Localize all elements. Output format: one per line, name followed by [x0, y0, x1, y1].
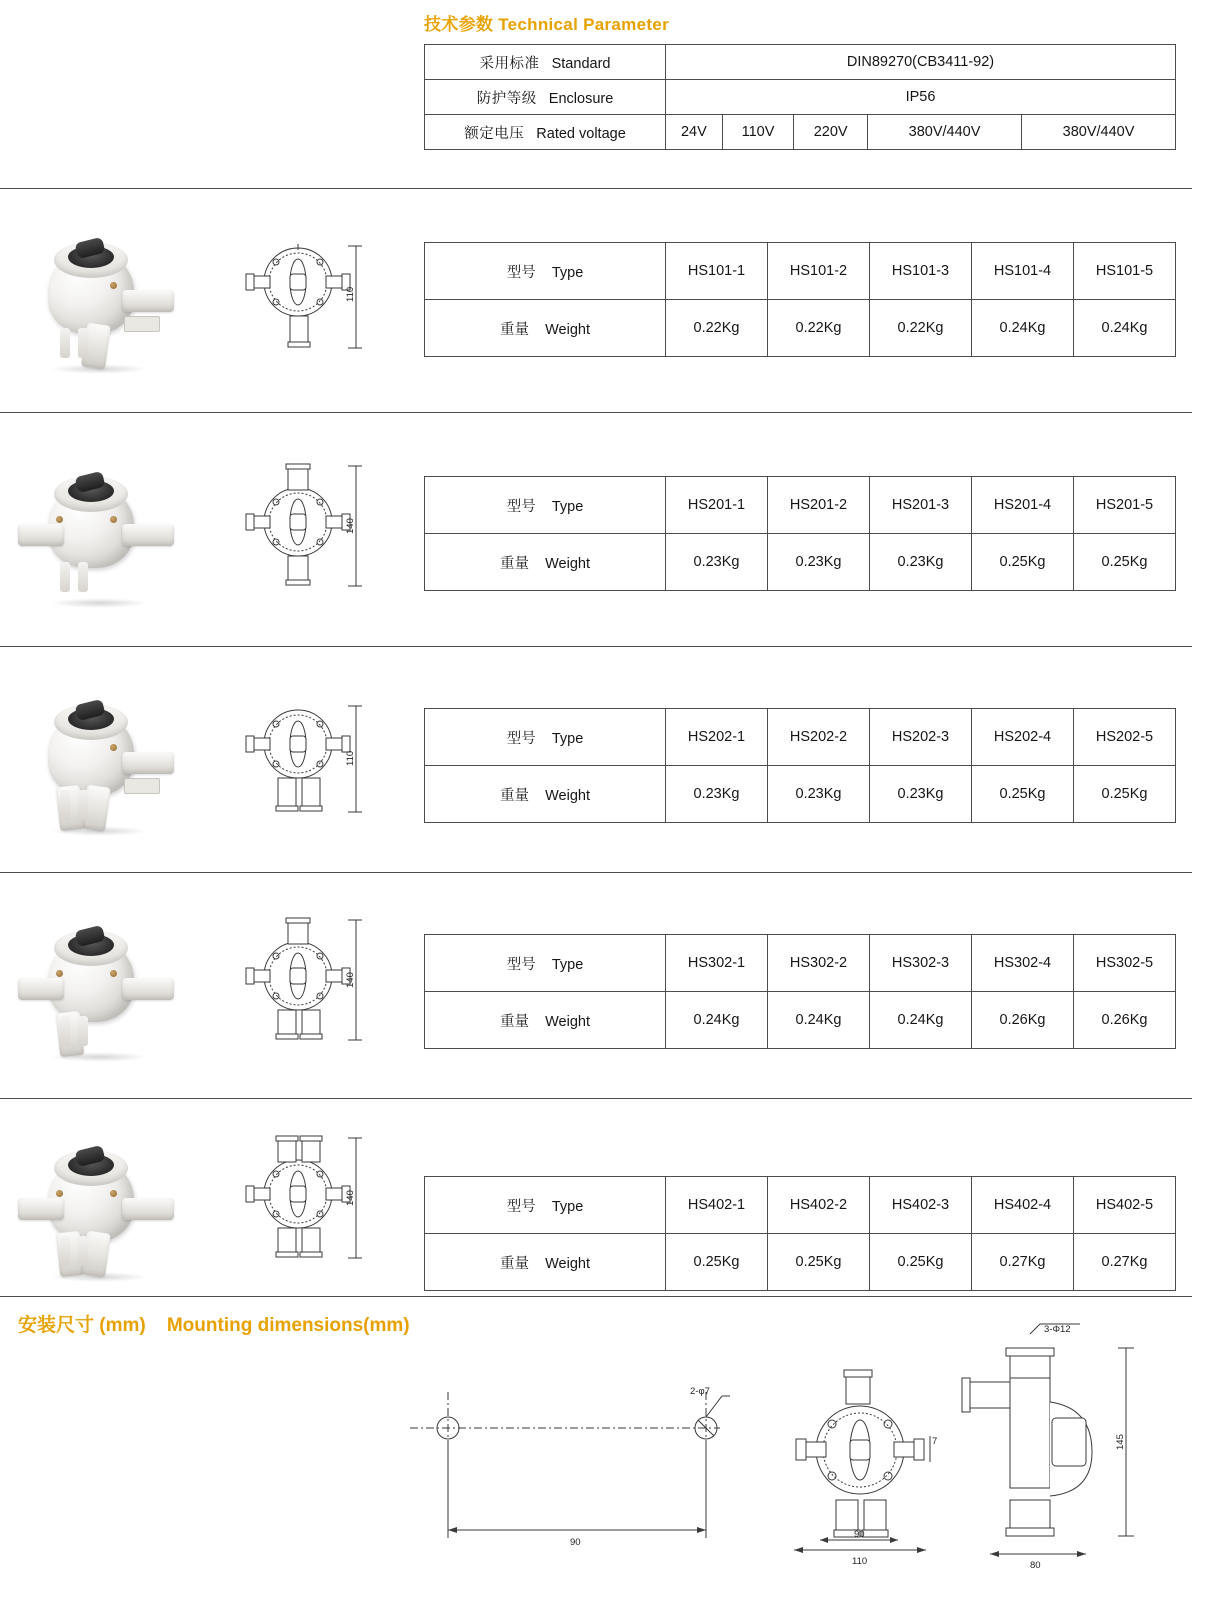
spec-label-weight-en: Weight: [545, 555, 590, 572]
product-drawing-hs201: [236, 456, 386, 596]
drawing-dim-label: 110: [345, 750, 356, 766]
spec-table-hs101: [424, 242, 1176, 357]
type-cell: HS201-1: [666, 477, 768, 534]
row-label-enclosure: [425, 80, 666, 115]
row-label-standard-cn: 采用标准: [479, 55, 540, 72]
type-cell: HS402-1: [666, 1177, 768, 1234]
spec-label-weight-en: Weight: [545, 1013, 590, 1030]
technical-parameter-title-cn: 技术参数: [424, 15, 494, 34]
product-drawing-hs302: [236, 910, 386, 1050]
section-divider: [0, 412, 1192, 413]
type-cell: HS402-4: [972, 1177, 1074, 1234]
weight-cell: 0.26Kg: [972, 992, 1074, 1049]
spec-label-type: [425, 477, 666, 534]
type-cell: HS402-2: [768, 1177, 870, 1234]
mounting-dimensions-title: [18, 1310, 410, 1337]
table-row-weight: [425, 766, 1176, 823]
weight-cell: 0.23Kg: [666, 766, 768, 823]
product-drawing-hs402: [236, 1128, 386, 1268]
side-width-dim-label: 80: [1030, 1560, 1041, 1571]
side-height-dim-label: 145: [1115, 1434, 1126, 1450]
row-label-rated-voltage-cn: 额定电压: [464, 125, 525, 142]
weight-cell: 0.26Kg: [1074, 992, 1176, 1049]
type-cell: HS201-3: [870, 477, 972, 534]
product-photo-hs302: [14, 912, 204, 1077]
span-dim-label: 90: [570, 1537, 581, 1548]
type-cell: HS202-3: [870, 709, 972, 766]
weight-cell: 0.23Kg: [768, 534, 870, 591]
type-cell: HS202-4: [972, 709, 1074, 766]
spec-label-type-cn: 型号: [506, 730, 536, 747]
voltage-cell: 380V/440V: [1022, 115, 1176, 150]
spec-label-weight-en: Weight: [545, 1255, 590, 1272]
type-cell: HS302-4: [972, 935, 1074, 992]
row-value-standard: DIN89270(CB3411-92): [666, 45, 1176, 80]
spec-label-weight-cn: 重量: [500, 1013, 529, 1030]
product-photo-hs101: [14, 224, 204, 389]
mounting-dimensions-title-cn: 安装尺寸 (mm): [18, 1315, 146, 1336]
technical-parameter-title-en: Technical Parameter: [498, 15, 669, 34]
drawing-dim-label: 140: [345, 518, 356, 534]
weight-cell: 0.23Kg: [768, 766, 870, 823]
spec-label-weight-en: Weight: [545, 787, 590, 804]
spec-label-weight-cn: 重量: [500, 787, 529, 804]
type-cell: HS101-2: [768, 243, 870, 300]
type-cell: HS302-2: [768, 935, 870, 992]
weight-cell: 0.23Kg: [870, 534, 972, 591]
row-label-standard: [425, 45, 666, 80]
table-row-type: [425, 243, 1176, 300]
table-row-weight: [425, 1234, 1176, 1291]
section-divider: [0, 646, 1192, 647]
type-cell: HS101-4: [972, 243, 1074, 300]
drawing-dim-label: 140: [345, 1190, 356, 1206]
row-label-standard-en: Standard: [551, 55, 611, 72]
spec-label-type-en: Type: [551, 730, 584, 747]
product-drawing-hs101: [236, 230, 386, 360]
spec-label-weight: [425, 766, 666, 823]
spec-label-type-cn: 型号: [506, 1198, 536, 1215]
spec-table-hs402: [424, 1176, 1176, 1291]
weight-cell: 0.24Kg: [972, 300, 1074, 357]
table-row-type: [425, 477, 1176, 534]
table-row-standard: [425, 45, 1176, 80]
weight-cell: 0.27Kg: [972, 1234, 1074, 1291]
table-row-enclosure: [425, 80, 1176, 115]
row-label-enclosure-en: Enclosure: [548, 90, 614, 107]
type-cell: HS202-2: [768, 709, 870, 766]
spec-label-weight-cn: 重量: [500, 1255, 529, 1272]
product-photo-hs202: [14, 686, 204, 851]
type-cell: HS302-1: [666, 935, 768, 992]
front-inner-dim-label: 90: [854, 1529, 865, 1540]
type-cell: HS201-5: [1074, 477, 1176, 534]
table-row-weight: [425, 992, 1176, 1049]
voltage-cell: 24V: [666, 115, 723, 150]
spec-label-weight-en: Weight: [545, 321, 590, 338]
type-cell: HS202-5: [1074, 709, 1176, 766]
table-row-type: [425, 1177, 1176, 1234]
weight-cell: 0.25Kg: [870, 1234, 972, 1291]
weight-cell: 0.25Kg: [666, 1234, 768, 1291]
weight-cell: 0.25Kg: [768, 1234, 870, 1291]
weight-cell: 0.22Kg: [870, 300, 972, 357]
type-cell: HS402-3: [870, 1177, 972, 1234]
mounting-hole-pattern-drawing: [400, 1370, 730, 1570]
spec-label-type-en: Type: [551, 1198, 584, 1215]
spec-label-type: [425, 1177, 666, 1234]
type-cell: HS201-4: [972, 477, 1074, 534]
row-label-rated-voltage: [425, 115, 666, 150]
type-cell: HS402-5: [1074, 1177, 1176, 1234]
hole-note-label: 2-φ7: [690, 1386, 710, 1397]
type-cell: HS302-5: [1074, 935, 1176, 992]
spec-label-weight-cn: 重量: [500, 321, 529, 338]
weight-cell: 0.25Kg: [1074, 534, 1176, 591]
type-cell: HS202-1: [666, 709, 768, 766]
front-outer-dim-label: 110: [852, 1556, 868, 1567]
spec-table-hs202: [424, 708, 1176, 823]
product-photo-hs201: [14, 458, 204, 623]
type-cell: HS101-5: [1074, 243, 1176, 300]
voltage-cell: 380V/440V: [868, 115, 1022, 150]
spec-label-type-cn: 型号: [506, 498, 536, 515]
technical-parameter-title: [424, 10, 669, 35]
weight-cell: 0.22Kg: [666, 300, 768, 357]
spec-table-hs302: [424, 934, 1176, 1049]
table-row-weight: [425, 534, 1176, 591]
weight-cell: 0.25Kg: [972, 534, 1074, 591]
spec-label-type-cn: 型号: [506, 956, 536, 973]
row-label-enclosure-cn: 防护等级: [476, 90, 537, 107]
drawing-dim-label: 140: [345, 972, 356, 988]
voltage-cell: 220V: [794, 115, 868, 150]
section-divider: [0, 188, 1192, 189]
section-divider: [0, 872, 1192, 873]
weight-cell: 0.25Kg: [972, 766, 1074, 823]
product-photo-hs402: [14, 1132, 204, 1297]
weight-cell: 0.22Kg: [768, 300, 870, 357]
spec-label-weight: [425, 534, 666, 591]
weight-cell: 0.27Kg: [1074, 1234, 1176, 1291]
mounting-front-view-drawing: [780, 1340, 960, 1570]
mounting-dimensions-title-en: Mounting dimensions(mm): [166, 1315, 410, 1336]
spec-label-weight: [425, 1234, 666, 1291]
type-cell: HS101-1: [666, 243, 768, 300]
row-label-rated-voltage-en: Rated voltage: [536, 125, 626, 142]
spec-label-type-en: Type: [551, 498, 584, 515]
spec-label-type-en: Type: [551, 264, 584, 281]
weight-cell: 0.24Kg: [666, 992, 768, 1049]
type-cell: HS302-3: [870, 935, 972, 992]
product-drawing-hs202: [236, 688, 386, 828]
spec-label-weight: [425, 992, 666, 1049]
spec-label-type-en: Type: [551, 956, 584, 973]
hole-note2-label: 3-Φ12: [1044, 1324, 1071, 1335]
weight-cell: 0.24Kg: [768, 992, 870, 1049]
spec-label-type-cn: 型号: [506, 264, 536, 281]
table-row-rated-voltage: [425, 115, 1176, 150]
weight-cell: 0.25Kg: [1074, 766, 1176, 823]
voltage-cell: 110V: [722, 115, 794, 150]
spec-label-type: [425, 709, 666, 766]
spec-label-weight: [425, 300, 666, 357]
row-value-enclosure: IP56: [666, 80, 1176, 115]
mounting-side-view-drawing: [960, 1322, 1160, 1572]
type-cell: HS201-2: [768, 477, 870, 534]
spec-label-type: [425, 243, 666, 300]
technical-parameter-table: [424, 44, 1176, 150]
weight-cell: 0.24Kg: [870, 992, 972, 1049]
table-row-weight: [425, 300, 1176, 357]
type-cell: HS101-3: [870, 243, 972, 300]
drawing-dim-label: 110: [345, 286, 356, 302]
spec-label-type: [425, 935, 666, 992]
weight-cell: 0.23Kg: [666, 534, 768, 591]
table-row-type: [425, 709, 1176, 766]
weight-cell: 0.23Kg: [870, 766, 972, 823]
front-small-dim-label: 7: [932, 1436, 938, 1447]
weight-cell: 0.24Kg: [1074, 300, 1176, 357]
spec-table-hs201: [424, 476, 1176, 591]
section-divider: [0, 1098, 1192, 1099]
table-row-type: [425, 935, 1176, 992]
spec-label-weight-cn: 重量: [500, 555, 529, 572]
